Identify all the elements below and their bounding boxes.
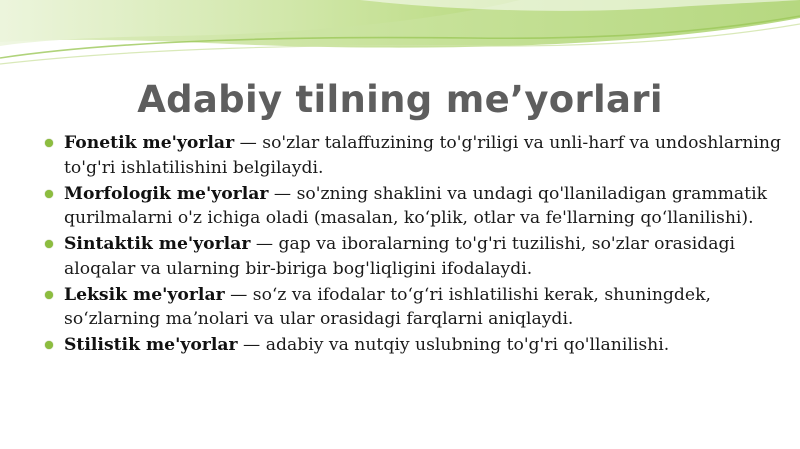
list-item (44, 182, 784, 231)
bullet-text: — so'zning shaklini va undagi qo'llaniladigan grammatik qurilmalarni o'z ichiga oladi (masalan, koʻplik, otlar va fe'llarning qoʻllanilishi). (64, 183, 767, 228)
bullet-dot-icon (45, 190, 53, 198)
bullet-term: Morfologik me'yorlar (64, 183, 269, 204)
bullet-term: Stilistik me'yorlar (64, 335, 238, 355)
bullet-term: Fonetik me'yorlar (64, 133, 235, 153)
list-item (44, 283, 784, 332)
bullet-dot-icon (45, 139, 53, 147)
bullet-text: — soʻz va ifodalar toʻgʻri ishlatilishi kerak, shuningdek, soʻzlarning maʼnolari va ular orasidagi farqlarni aniqlaydi. (64, 284, 711, 329)
bullet-dot-icon (45, 240, 53, 248)
bullet-term: Leksik me'yorlar (64, 284, 225, 305)
slide-title: Adabiy tilning me’yorlari (137, 78, 663, 121)
bullet-text: — adabiy va nutqiy uslubning to'g'ri qo'llanilishi. (237, 335, 670, 355)
bullet-text: — gap va iboralarning to'g'ri tuzilishi, so'zlar orasidagi aloqalar va ularning bir-biriga bog'liqligini ifodalaydi. (64, 234, 735, 279)
bullet-list (44, 131, 784, 359)
list-item (44, 333, 784, 358)
bullet-dot-icon (45, 291, 53, 299)
list-item (44, 131, 784, 180)
list-item (44, 232, 784, 281)
bullet-dot-icon (45, 341, 53, 349)
bullet-text: — so'zlar talaffuzining to'g'riligi va unli-harf va undoshlarning to'g'ri ishlatilishini belgilaydi. (64, 133, 781, 178)
bullet-term: Sintaktik me'yorlar (64, 234, 251, 254)
header-swoosh-decoration (0, 0, 800, 80)
